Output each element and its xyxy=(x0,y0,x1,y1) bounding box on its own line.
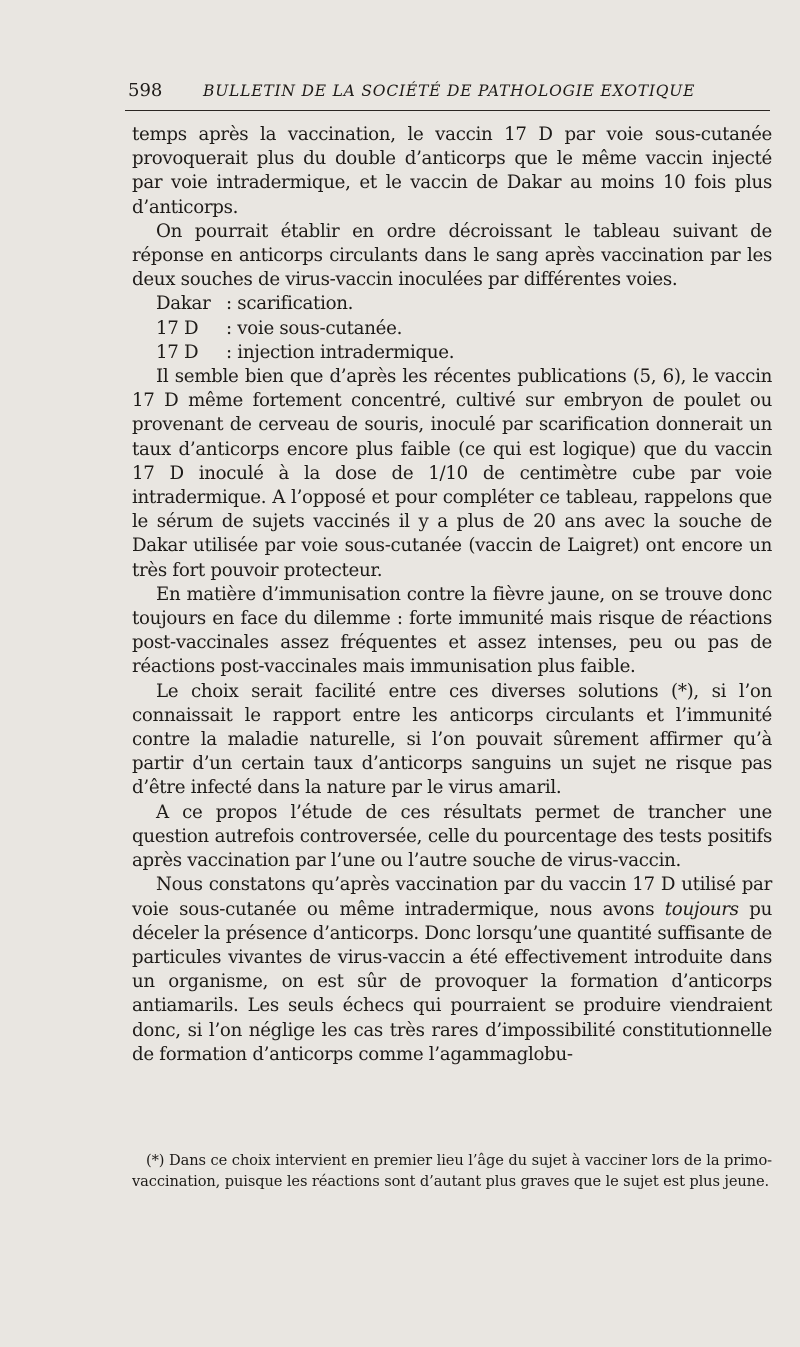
paragraph-6: A ce propos l’étude de ces résultats permet de trancher une question autrefois controversée, celle du pourcentage des tests positifs après vaccination par l’une ou l’autre souche de virus-vaccin. xyxy=(132,801,772,872)
list-item-value: : voie sous-cutanée. xyxy=(226,317,403,339)
running-title: BULLETIN DE LA SOCIÉTÉ DE PATHOLOGIE EXOTIQUE xyxy=(203,82,696,100)
list-item-key: 17 D xyxy=(156,317,199,339)
list-item-value: : scarification. xyxy=(226,293,354,315)
paragraph-1: temps après la vaccination, le vaccin 17 D par voie sous-cutanée provoquerait plus du double d’anticorps que le même vaccin injecté par voie intradermique, et le vaccin de Dakar au moins 10 fois plus d’anticorps. xyxy=(132,124,772,218)
paragraph-3: Il semble bien que d’après les récentes publications (5, 6), le vaccin 17 D même fortement concentré, cultivé sur embryon de poulet ou provenant de cerveau de souris, inoculé par scarification donnerait un taux d’anticorps encore plus faible (ce qui est logique) que du vaccin 17 D inoculé à la dose de 1/10 de centimètre cube par voie intradermique. A l’opposé et pour compléter ce tableau, rappelons que le sérum de sujets vaccinés il y a plus de 20 ans avec la souche de Dakar utilisée par voie sous-cutanée (vaccin de Laigret) ont encore un très fort pouvoir protecteur. xyxy=(132,366,772,581)
page-number: 598 xyxy=(128,80,163,101)
list-item xyxy=(132,292,772,316)
list-item-value: : injection intradermique. xyxy=(226,341,455,363)
body-text xyxy=(132,123,772,1067)
footnote xyxy=(132,1150,772,1192)
ranking-list xyxy=(132,292,772,365)
paragraph-2: On pourrait établir en ordre décroissant le tableau suivant de réponse en anticorps circulants dans le sang après vaccination par les deux souches de virus-vaccin inoculées par différentes voies. xyxy=(132,220,772,291)
list-item-key: Dakar xyxy=(156,293,211,315)
list-item xyxy=(132,317,772,341)
emphasis-toujours: toujours xyxy=(664,898,739,920)
paragraph-7-start: Nous constatons qu’après vaccination par du vaccin 17 D utilisé par voie sous-cutanée ou même intradermique, nous avons xyxy=(132,874,772,920)
list-item xyxy=(132,341,772,365)
paragraph-4: En matière d’immunisation contre la fièvre jaune, on se trouve donc toujours en face du dilemme : forte immunité mais risque de réactions post-vaccinales assez fréquentes et assez intenses, peu ou pas de réactions post-vaccinales mais immunisation plus faible. xyxy=(132,583,772,678)
footnote-text: (*) Dans ce choix intervient en premier lieu l’âge du sujet à vacciner lors de la primo-vaccination, puisque les réactions sont d’autant plus graves que le sujet est plus jeune. xyxy=(132,1152,772,1190)
running-header xyxy=(125,80,770,111)
paragraph-7-end: pu déceler la présence d’anticorps. Donc lorsqu’une quantité suffisante de particules vivantes de virus-vaccin a été effectivement introduite dans un organisme, on est sûr de provoquer la formation d’anticorps antiamarils. Les seuls échecs qui pourraient se produire viendraient donc, si l’on néglige les cas très rares d’impossibilité constitutionnelle de formation d’anticorps comme l’agammaglobu- xyxy=(132,898,772,1065)
paragraph-5: Le choix serait facilité entre ces diverses solutions (*), si l’on connaissait le rapport entre les anticorps circulants et l’immunité contre la maladie naturelle, si l’on pouvait sûrement affirmer qu’à partir d’un certain taux d’anticorps sanguins un sujet ne risque pas d’être infecté dans la nature par le virus amaril. xyxy=(132,680,772,799)
list-item-key: 17 D xyxy=(156,341,199,363)
paragraph-7 xyxy=(132,873,772,1067)
